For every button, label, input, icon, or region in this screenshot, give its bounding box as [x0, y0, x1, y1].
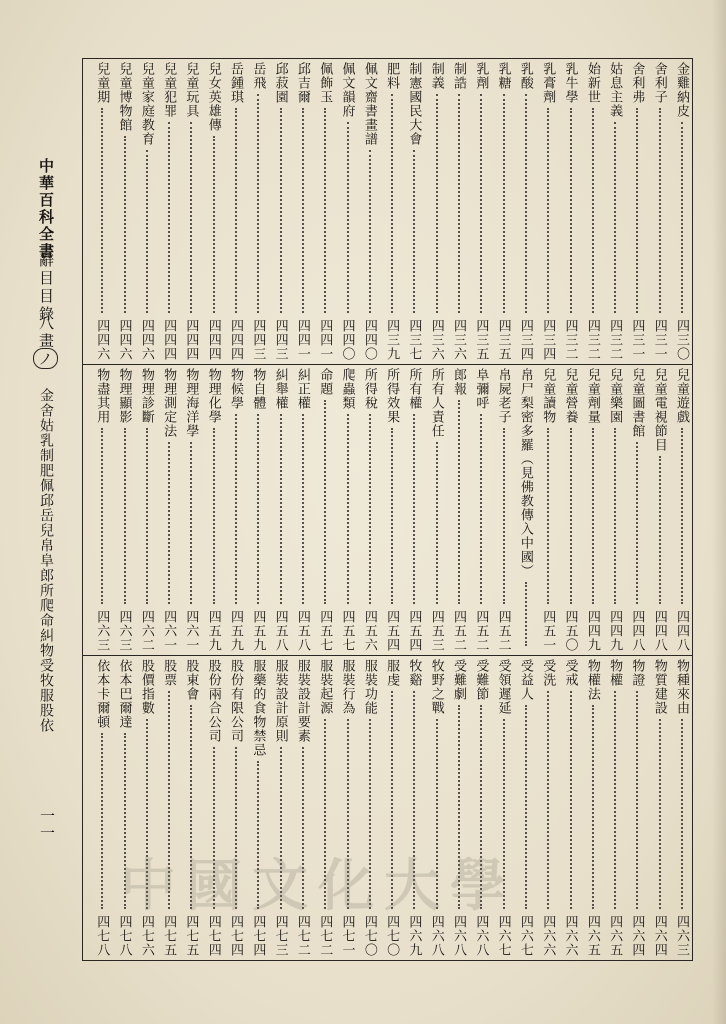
- dot-leader: [503, 94, 505, 313]
- entry-term: 姑息主義: [607, 62, 623, 118]
- index-entry: [382, 60, 402, 363]
- entry-term: 所得效果: [384, 368, 400, 424]
- index-entry: [672, 366, 692, 654]
- dot-leader: [458, 400, 460, 604]
- index-entry: [605, 60, 625, 363]
- index-entry: [159, 366, 179, 654]
- dot-leader: [436, 442, 438, 604]
- entry-page-number: 四五七: [317, 610, 333, 652]
- dot-leader: [369, 414, 371, 604]
- dot-leader: [347, 122, 349, 313]
- entry-term: 乳膏劑: [540, 62, 556, 104]
- entry-term: 服裝行為: [339, 659, 355, 715]
- index-entry: [204, 366, 224, 654]
- entry-term: 所有人責任: [428, 368, 444, 438]
- entry-page-number: 四五〇: [562, 610, 578, 652]
- dot-leader: [324, 400, 326, 604]
- entry-term: 乳酸: [517, 62, 533, 90]
- entry-term: 物理診斷: [138, 368, 154, 424]
- entry-page-number: 四三五: [495, 319, 511, 361]
- entry-term: 物質建設: [651, 659, 667, 715]
- dot-leader: [614, 428, 616, 604]
- entry-term: 乳牛學: [562, 62, 578, 104]
- dot-leader: [213, 428, 215, 604]
- rule-band-divider-1: [82, 364, 693, 365]
- dot-leader: [503, 428, 505, 604]
- entry-term: 物種來由: [674, 659, 689, 715]
- entry-page-number: 四四四: [183, 319, 199, 361]
- index-entry: [538, 60, 558, 363]
- entry-term: 物理化學: [205, 368, 221, 424]
- entry-page-number: 四六一: [183, 610, 199, 652]
- scan-edge-shadow: [712, 0, 726, 1024]
- entry-term: 服裝設計要素: [294, 659, 310, 743]
- index-entry: [449, 366, 469, 654]
- entry-page-number: 四七四: [228, 915, 243, 957]
- dot-leader: [101, 428, 103, 604]
- entry-page-number: 四六八: [428, 915, 444, 957]
- dot-leader: [547, 108, 549, 313]
- dot-leader: [681, 428, 683, 604]
- entry-term: 物理海洋學: [183, 368, 199, 438]
- index-entry: [181, 60, 201, 363]
- entry-page-number: 四七二: [317, 915, 333, 957]
- entry-term: 邱菽園: [272, 62, 288, 104]
- dot-leader: [257, 94, 259, 313]
- index-entry: [449, 60, 469, 363]
- entry-page-number: 四五八: [294, 610, 310, 652]
- entry-page-number: 四七八: [94, 915, 110, 957]
- entry-term: 受難節: [473, 659, 489, 701]
- entry-term: 兒童遊戲: [674, 368, 689, 424]
- dot-leader: [636, 108, 638, 313]
- entry-page-number: 四三一: [629, 319, 645, 361]
- entry-term: 兒童博物館: [116, 62, 132, 132]
- index-entry: [137, 366, 157, 654]
- index-entry: [181, 366, 201, 654]
- entry-page-number: 四四八: [629, 610, 645, 652]
- index-entry: [561, 366, 581, 654]
- index-entry: [561, 60, 581, 363]
- entry-term: 股份兩合公司: [205, 659, 221, 743]
- entry-page-number: 四三一: [651, 319, 667, 361]
- entry-page-number: 四三六: [428, 319, 444, 361]
- index-entry: [427, 366, 447, 654]
- entry-term: 受戒: [562, 659, 578, 687]
- entry-term: 乳糖: [495, 62, 511, 90]
- index-entry: [338, 60, 358, 363]
- entry-page-number: 四六九: [406, 915, 422, 957]
- entry-page-number: 四五八: [272, 610, 288, 652]
- index-entry: [650, 366, 670, 654]
- entry-term: 佩文齋書畫譜: [361, 62, 377, 146]
- index-entry: [404, 366, 424, 654]
- index-entry: [315, 60, 335, 363]
- entry-term: 股價指數: [138, 659, 154, 715]
- index-entry: [315, 366, 335, 654]
- entry-page-number: 四四六: [138, 319, 154, 361]
- entry-page-number: 四六八: [451, 915, 466, 957]
- entry-term: 郎報: [451, 368, 466, 396]
- entry-page-number: 四三五: [473, 319, 489, 361]
- index-entry: [471, 366, 491, 654]
- index-entry: [650, 60, 670, 363]
- page-number: 一一: [38, 808, 56, 842]
- index-entry: [204, 60, 224, 363]
- index-entry: [494, 366, 514, 654]
- dot-leader: [570, 108, 572, 313]
- character-index: 金舍姑乳制肥佩邱岳兒帛阜郎所爬命糾物受牧服股依: [38, 388, 54, 733]
- entry-page-number: 四七〇: [384, 915, 400, 957]
- dot-leader: [480, 414, 482, 604]
- dot-leader: [369, 150, 371, 313]
- entry-term: 物自體: [250, 368, 266, 410]
- entry-page-number: 四六七: [517, 915, 533, 957]
- entry-term: 物盡其用: [94, 368, 110, 424]
- entry-term: 受難劇: [451, 659, 466, 701]
- entry-page-number: 四四六: [94, 319, 110, 361]
- entry-page-number: 四五六: [361, 610, 377, 652]
- dot-leader: [280, 414, 282, 604]
- dot-leader: [257, 414, 259, 604]
- index-entry: [226, 60, 246, 363]
- entry-term: 邱吉爾: [294, 62, 310, 104]
- index-entry: [627, 366, 647, 654]
- index-entry: [427, 60, 447, 363]
- entry-page-number: 四七八: [116, 915, 132, 957]
- dot-leader: [168, 122, 170, 313]
- index-entry: [92, 60, 112, 363]
- entry-term: 物證: [629, 659, 645, 687]
- entry-page-number: 四六二: [138, 610, 154, 652]
- entry-term: 受益人: [517, 659, 533, 701]
- entry-page-number: 四六五: [607, 915, 623, 957]
- dot-leader: [436, 94, 438, 313]
- entry-term: 兒童讀物: [540, 368, 556, 424]
- entry-page-number: 四六四: [651, 915, 667, 957]
- rule-left: [82, 58, 83, 961]
- dot-leader: [458, 94, 460, 313]
- entry-term: 股份有限公司: [228, 659, 243, 743]
- index-entry: [248, 366, 268, 654]
- entry-term: 始新世: [584, 62, 600, 104]
- index-entry: [360, 60, 380, 363]
- entry-term: 制誥: [451, 62, 466, 90]
- entry-term: 物權法: [584, 659, 600, 701]
- rule-top: [82, 58, 693, 59]
- entry-term: 兒童樂園: [607, 368, 623, 424]
- entry-page-number: 四三九: [384, 319, 400, 361]
- entry-page-number: 四六七: [495, 915, 511, 957]
- index-entry: [271, 60, 291, 363]
- entry-page-number: 四四八: [674, 610, 689, 652]
- entry-band-top: [84, 60, 692, 363]
- index-entry: [226, 366, 246, 654]
- rule-right: [692, 58, 693, 961]
- entry-term: 服裝起源: [317, 659, 333, 715]
- dot-leader: [101, 108, 103, 313]
- entry-term: 佩文韻府: [339, 62, 355, 118]
- dot-leader: [525, 582, 527, 646]
- dot-leader: [146, 428, 148, 604]
- dot-leader: [547, 428, 549, 604]
- entry-page-number: 四六三: [674, 915, 689, 957]
- entry-term: 服裝功能: [361, 659, 377, 715]
- entry-page-number: 四三二: [562, 319, 578, 361]
- entry-term: 兒女英雄傳: [205, 62, 221, 132]
- entry-term: 乳劑: [473, 62, 489, 90]
- index-entry: [92, 657, 112, 959]
- entry-page-number: 四七一: [339, 915, 355, 957]
- entry-page-number: 四七四: [250, 915, 266, 957]
- entry-page-number: 四六三: [94, 610, 110, 652]
- entry-page-number: 四五四: [406, 610, 422, 652]
- entry-term: 依本卡爾頓: [94, 659, 110, 729]
- entry-page-number: 四三六: [451, 319, 466, 361]
- entry-page-number: 四七三: [272, 915, 288, 957]
- entry-term: 帛屍老子: [495, 368, 511, 424]
- entry-page-number: 四四九: [584, 610, 600, 652]
- entry-term: 兒童劑量: [584, 368, 600, 424]
- entry-page-number: 四三〇: [674, 319, 689, 361]
- entry-term: 舍利子: [651, 62, 667, 104]
- entry-page-number: 四七二: [294, 915, 310, 957]
- section-title: 辭目目錄: [37, 252, 55, 324]
- index-entry: [538, 366, 558, 654]
- index-entry: [137, 60, 157, 363]
- entry-term: 帛尸梨密多羅（見佛教傳入中國）: [517, 368, 533, 578]
- dot-leader: [681, 719, 683, 909]
- entry-term: 牧谿: [406, 659, 422, 687]
- entry-page-number: 四七四: [205, 915, 221, 957]
- index-entry: [248, 60, 268, 363]
- entry-page-number: 四七五: [183, 915, 199, 957]
- dot-leader: [302, 108, 304, 313]
- index-entry: [605, 366, 625, 654]
- dot-leader: [302, 414, 304, 604]
- entry-term: 物理顯影: [116, 368, 132, 424]
- dot-leader: [413, 150, 415, 313]
- dot-leader: [168, 442, 170, 604]
- dot-leader: [213, 136, 215, 313]
- dot-leader: [391, 428, 393, 604]
- dot-leader: [235, 414, 237, 604]
- entry-page-number: 四五一: [540, 610, 556, 652]
- entry-page-number: 四四八: [651, 610, 667, 652]
- entry-page-number: 四四六: [116, 319, 132, 361]
- entry-term: 受領遲延: [495, 659, 511, 715]
- entry-page-number: 四六四: [629, 915, 645, 957]
- dot-leader: [413, 414, 415, 604]
- entry-term: 兒童玩具: [183, 62, 199, 118]
- entry-term: 受洗: [540, 659, 556, 687]
- entry-page-number: 四四九: [607, 610, 623, 652]
- entry-term: 服裝設計原則: [272, 659, 288, 743]
- index-entry: [115, 366, 135, 654]
- entry-term: 糾舉權: [272, 368, 288, 410]
- entry-page-number: 四四四: [205, 319, 221, 361]
- entry-page-number: 四三二: [584, 319, 600, 361]
- entry-page-number: 四六八: [473, 915, 489, 957]
- entry-band-middle: [84, 366, 692, 654]
- entry-term: 兒童家庭教育: [138, 62, 154, 146]
- dot-leader: [146, 150, 148, 313]
- entry-term: 命題: [317, 368, 333, 396]
- rule-bottom: [82, 960, 693, 961]
- entry-term: 牧野之戰: [428, 659, 444, 715]
- index-entry: [360, 366, 380, 654]
- entry-term: 所有權: [406, 368, 422, 410]
- entry-page-number: 四三七: [406, 319, 422, 361]
- index-entry: [293, 366, 313, 654]
- entry-term: 兒童犯罪: [161, 62, 177, 118]
- dot-leader: [659, 456, 661, 604]
- entry-page-number: 四六五: [584, 915, 600, 957]
- entry-term: 依本巴爾達: [116, 659, 132, 729]
- entry-term: 兒童期: [94, 62, 110, 104]
- dot-leader: [190, 442, 192, 604]
- dot-leader: [592, 108, 594, 313]
- index-entry: [583, 60, 603, 363]
- entry-page-number: 四五九: [205, 610, 221, 652]
- entry-page-number: 四六三: [116, 610, 132, 652]
- index-entry: [338, 366, 358, 654]
- index-entry: [627, 60, 647, 363]
- dot-leader: [592, 428, 594, 604]
- entry-page-number: 四五九: [228, 610, 243, 652]
- entry-term: 肥料: [384, 62, 400, 90]
- dot-leader: [324, 108, 326, 313]
- entry-page-number: 四五二: [473, 610, 489, 652]
- entry-term: 股票: [161, 659, 177, 687]
- entry-page-number: 四四三: [250, 319, 266, 361]
- entry-page-number: 四七〇: [361, 915, 377, 957]
- index-entry: [516, 60, 536, 363]
- index-entry: [159, 60, 179, 363]
- entry-page-number: 四六六: [562, 915, 578, 957]
- entry-term: 物候學: [228, 368, 243, 410]
- entry-page-number: 四五四: [384, 610, 400, 652]
- dot-leader: [570, 428, 572, 604]
- entry-page-number: 四四〇: [339, 319, 355, 361]
- entry-page-number: 四三四: [517, 319, 533, 361]
- entry-page-number: 四五二: [495, 610, 511, 652]
- entry-term: 服藥的食物禁忌: [250, 659, 266, 757]
- entry-term: 制義: [428, 62, 444, 90]
- entry-term: 服虔: [384, 659, 400, 687]
- index-entry: [583, 366, 603, 654]
- rule-band-divider-2: [82, 655, 693, 656]
- dot-leader: [124, 136, 126, 313]
- entry-term: 物權: [607, 659, 623, 687]
- entry-page-number: 四四三: [272, 319, 288, 361]
- entry-term: 舍利弗: [629, 62, 645, 104]
- stroke-count-label: 八畫: [37, 315, 55, 351]
- index-entry: [404, 60, 424, 363]
- dot-leader: [124, 428, 126, 604]
- book-title: 中華百科全書: [37, 158, 55, 260]
- radical-marker: ノ: [33, 348, 58, 369]
- index-entry: [672, 60, 692, 363]
- entry-term: 制憲國民大會: [406, 62, 422, 146]
- entry-page-number: 四六一: [161, 610, 177, 652]
- dot-leader: [280, 108, 282, 313]
- index-entry: [293, 60, 313, 363]
- dot-leader: [101, 733, 103, 909]
- entry-term: 爬蟲類: [339, 368, 355, 410]
- dot-leader: [480, 94, 482, 313]
- dot-leader: [235, 108, 237, 313]
- dot-leader: [659, 108, 661, 313]
- entry-term: 佩飾玉: [317, 62, 333, 104]
- dot-leader: [614, 122, 616, 313]
- index-entry: [471, 60, 491, 363]
- entry-page-number: 四五九: [250, 610, 266, 652]
- entry-page-number: 四五七: [339, 610, 355, 652]
- entry-term: 所得稅: [361, 368, 377, 410]
- watermark-school-name: 中國文化大學: [120, 853, 516, 919]
- entry-term: 岳飛: [250, 62, 266, 90]
- index-entry: [382, 366, 402, 654]
- dot-leader: [347, 414, 349, 604]
- entry-page-number: 四四四: [228, 319, 243, 361]
- dot-leader: [681, 122, 683, 313]
- entry-term: 物理測定法: [161, 368, 177, 438]
- index-entry: [516, 366, 536, 654]
- entry-term: 阜彌呼: [473, 368, 489, 410]
- entry-page-number: 四七六: [138, 915, 154, 957]
- entry-page-number: 四五三: [428, 610, 444, 652]
- entry-term: 岳鍾琪: [228, 62, 243, 104]
- entry-term: 兒童營養: [562, 368, 578, 424]
- entry-page-number: 四四一: [294, 319, 310, 361]
- entry-term: 兒童圖書館: [629, 368, 645, 438]
- entry-page-number: 四五二: [451, 610, 466, 652]
- dot-leader: [190, 122, 192, 313]
- entry-page-number: 四七五: [161, 915, 177, 957]
- entry-page-number: 四三二: [607, 319, 623, 361]
- dot-leader: [391, 94, 393, 313]
- entry-page-number: 四四四: [161, 319, 177, 361]
- entry-term: 兒童電視節目: [651, 368, 667, 452]
- entry-page-number: 四六六: [540, 915, 556, 957]
- index-entry: [92, 366, 112, 654]
- index-entry: [494, 60, 514, 363]
- entry-term: 股東會: [183, 659, 199, 701]
- dot-leader: [525, 94, 527, 313]
- entry-term: 金雞納皮: [674, 62, 689, 118]
- index-entry: [271, 366, 291, 654]
- dot-leader: [636, 442, 638, 604]
- entry-page-number: 四四一: [317, 319, 333, 361]
- entry-page-number: 四四〇: [361, 319, 377, 361]
- entry-term: 糾正權: [294, 368, 310, 410]
- entry-page-number: 四三四: [540, 319, 556, 361]
- index-entry: [115, 60, 135, 363]
